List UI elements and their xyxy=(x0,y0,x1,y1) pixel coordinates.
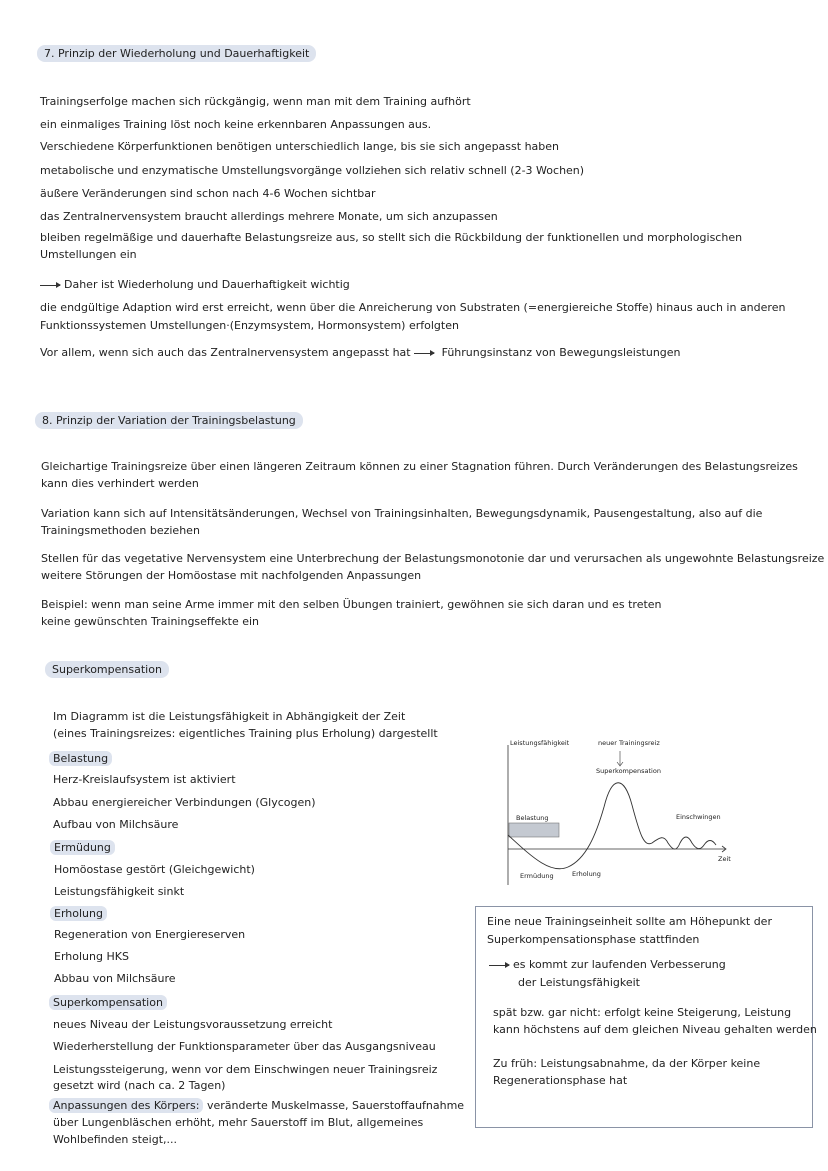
sk-intro-line: (eines Trainingsreizes: eigentliches Training plus Erholung) dargestellt xyxy=(53,727,438,740)
s7-line: bleiben regelmäßige und dauerhafte Belastungsreize aus, so stellt sich die Rückbildung der funktionellen und morphologischen xyxy=(40,231,743,244)
section-8-heading: 8. Prinzip der Variation der Trainingsbelastung xyxy=(42,414,303,428)
arrow-right-icon xyxy=(40,285,60,286)
s7-line: ein einmaliges Training löst noch keine erkennbaren Anpassungen aus. xyxy=(40,118,432,131)
sk-intro-line: Im Diagramm ist die Leistungsfähigkeit in Abhängigkeit der Zeit xyxy=(53,710,406,723)
superkomp-item: Leistungssteigerung, wenn vor dem Einschwingen neuer Trainingsreiz xyxy=(53,1063,438,1076)
belastung-item: Herz-Kreislaufsystem ist aktiviert xyxy=(53,773,236,786)
y-axis-label: Leistungsfähigkeit xyxy=(510,739,570,747)
s7-line: Trainingserfolge machen sich rückgängig, wenn man mit dem Training aufhört xyxy=(40,95,471,108)
superkompensation-heading: Superkompensation xyxy=(52,663,169,677)
superkomp-title: Superkompensation xyxy=(53,996,167,1010)
s7-line: Verschiedene Körperfunktionen benötigen unterschiedlich lange, bis sie sich angepasst haben xyxy=(40,140,559,153)
new-stimulus-label: neuer Trainingsreiz xyxy=(598,739,660,747)
s7-arrow-line: Daher ist Wiederholung und Dauerhaftigkeit wichtig xyxy=(40,278,350,292)
zeit-label: Zeit xyxy=(718,855,731,863)
superkomp-item: gesetzt wird (nach ca. 2 Tagen) xyxy=(53,1079,226,1092)
box-line: Zu früh: Leistungsabnahme, da der Körper keine xyxy=(493,1057,761,1070)
belastung-item: Aufbau von Milchsäure xyxy=(53,818,179,831)
s8-line: Beispiel: wenn man seine Arme immer mit den selben Übungen trainiert, gewöhnen sie sich daran und es treten xyxy=(41,598,662,611)
box-arrow-line-2: der Leistungsfähigkeit xyxy=(518,976,640,989)
s8-line: weitere Störungen der Homöostase mit nachfolgenden Anpassungen xyxy=(41,569,422,582)
superkomp-item: Wiederherstellung der Funktionsparameter über das Ausgangsniveau xyxy=(53,1040,436,1053)
s8-line: kann dies verhindert werden xyxy=(41,477,199,490)
erholung-item: Regeneration von Energiereserven xyxy=(54,928,246,941)
anpassungen-line: Wohlbefinden steigt,... xyxy=(53,1133,178,1146)
belastung-title: Belastung xyxy=(53,752,112,766)
ermuedung-label: Ermüdung xyxy=(520,872,554,880)
anpassungen-line: Anpassungen des Körpers: veränderte Muskelmasse, Sauerstoffaufnahme xyxy=(53,1099,464,1113)
box-line: spät bzw. gar nicht: erfolgt keine Steigerung, Leistung xyxy=(493,1006,792,1019)
s8-line: Trainingsmethoden beziehen xyxy=(41,524,200,537)
superkomp-label: Superkompensation xyxy=(596,767,661,775)
box-line: Superkompensationsphase stattfinden xyxy=(487,933,700,946)
arrow-right-icon xyxy=(489,965,509,966)
ermuedung-item: Leistungsfähigkeit sinkt xyxy=(54,885,185,898)
s8-line: Variation kann sich auf Intensitätsänderungen, Wechsel von Trainingsinhalten, Bewegungsdynamik, Pausengestaltung, also auf die xyxy=(41,507,763,520)
superkomp-item: neues Niveau der Leistungsvoraussetzung erreicht xyxy=(53,1018,333,1031)
s7-adaption-line: die endgültige Adaption wird erst erreicht, wenn über die Anreicherung von Substraten (=energiereiche Stoffe) hinaus auch in anderen xyxy=(40,301,786,314)
ermuedung-title: Ermüdung xyxy=(54,841,115,855)
s7-line: das Zentralnervensystem braucht allerdings mehrere Monate, um sich anzupassen xyxy=(40,210,498,223)
box-line: Eine neue Trainingseinheit sollte am Höhepunkt der xyxy=(487,915,772,928)
s7-line: äußere Veränderungen sind schon nach 4-6 Wochen sichtbar xyxy=(40,187,376,200)
ermuedung-item: Homöostase gestört (Gleichgewicht) xyxy=(54,863,255,876)
erholung-label: Erholung xyxy=(572,870,601,878)
s8-line: Gleichartige Trainingsreize über einen längeren Zeitraum können zu einer Stagnation führen. Durch Veränderungen des Belastungsreizes xyxy=(41,460,798,473)
s8-line: keine gewünschten Trainingseffekte ein xyxy=(41,615,260,628)
box-arrow-line: es kommt zur laufenden Verbesserung xyxy=(489,958,726,972)
box-line: Regenerationsphase hat xyxy=(493,1074,628,1087)
erholung-title: Erholung xyxy=(54,907,107,921)
s7-last-line: Vor allem, wenn sich auch das Zentralnervensystem angepasst hat Führungsinstanz von Bewegungsleistungen xyxy=(40,346,681,359)
erholung-item: Erholung HKS xyxy=(54,950,129,963)
section-7-heading: 7. Prinzip der Wiederholung und Dauerhaftigkeit xyxy=(44,47,316,61)
erholung-item: Abbau von Milchsäure xyxy=(54,972,176,985)
s7-line: metabolische und enzymatische Umstellungsvorgänge vollziehen sich relativ schnell (2-3 Wochen) xyxy=(40,164,585,177)
einschwingen-label: Einschwingen xyxy=(676,813,721,821)
s8-line: Stellen für das vegetative Nervensystem eine Unterbrechung der Belastungsmonotonie dar und verursachen als ungewohnte Belastungsreize xyxy=(41,552,825,565)
belastung-label: Belastung xyxy=(516,814,549,822)
box-line: kann höchstens auf dem gleichen Niveau gehalten werden xyxy=(493,1023,817,1036)
belastung-item: Abbau energiereicher Verbindungen (Glycogen) xyxy=(53,796,316,809)
superkompensation-diagram xyxy=(500,735,740,895)
s7-adaption-line: Funktionssystemen Umstellungen·(Enzymsystem, Hormonsystem) erfolgten xyxy=(40,319,459,332)
s7-line: Umstellungen ein xyxy=(40,248,137,261)
anpassungen-line: über Lungenbläschen erhöht, mehr Sauerstoff im Blut, allgemeines xyxy=(53,1116,424,1129)
arrow-right-icon xyxy=(414,353,434,354)
belastung-block xyxy=(509,823,559,837)
